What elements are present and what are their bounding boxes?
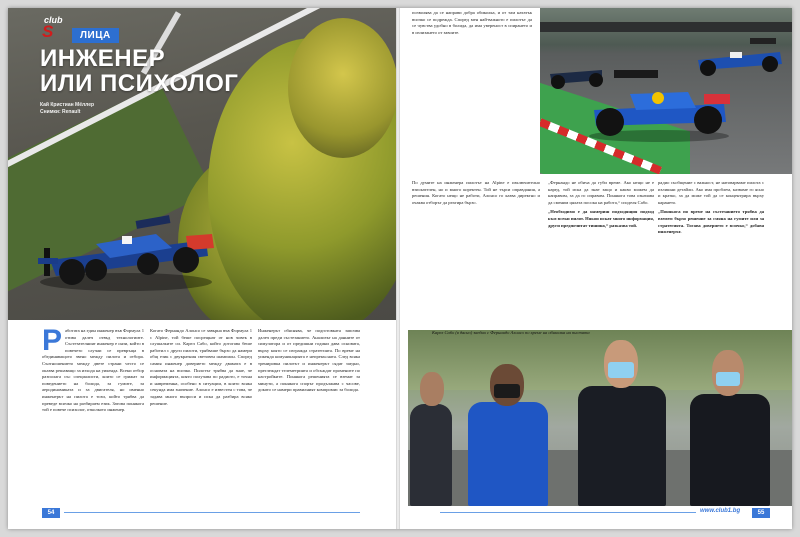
column-text: По думите на инженера пилотът на Alpine е изключително взискателен, но и много коректен. Той не търси оправдания, а решения. Когато нещо не работи, Алонсо го казва директно и очаква отборът да реагира бързо. <box>412 180 540 205</box>
column-text: Когато Фернандо Алонсо се завърна във Формула 1 с Alpine, той беше посрещнат от нов човек в слушалките си. Карел Сабо, който дотогава беше работил с други пилоти, трябваше бързо да намери общ език с двукратния световен шампион. Според самия инженер доверието между двамата е в основата на всичко. Пилотът трябва да знае, че информацията, която получава по радиото, е точна и навременна, особено в ситуации, в които всяка секунда има значение. Алонсо е известен с това, че задава много въпроси и иска да разбира всяко решение. <box>150 328 252 406</box>
footer-rule <box>64 512 360 513</box>
column-quote: „Понякога по време на състезанието трябва да вземем бързо решение за смяна на гумите или за стратегията. Тогава доверието е всичко,“ добавя инженерът. <box>658 209 764 235</box>
torso <box>410 404 452 506</box>
column-text: „Фернандо не обича да губи време. Ако нещо не е наред, той иска да знае защо и какво можем да направим, за да го оправим. Понякога това означава да сменим цялата посока на работа,“ споделя Сабо. <box>548 180 654 205</box>
person-engineer <box>574 336 670 506</box>
author: Кай Кристиан Мёллер <box>40 102 95 108</box>
title-line-1: ИНЖЕНЕР <box>40 45 166 72</box>
face-mask <box>608 362 634 378</box>
race-car-image <box>584 64 734 144</box>
logo-letter: S <box>42 22 54 41</box>
right-page <box>400 8 792 529</box>
byline <box>40 102 94 116</box>
text-column-top-left <box>412 10 532 170</box>
photo-credit: Снимки: Renault <box>40 109 81 115</box>
drop-cap: Р <box>42 328 63 357</box>
column-text: радио съобщение с важност, не натоварваме пилота с излишни детайли. Ако има проблем, казваме го ясно и кратко, за да може той да се концентрира върху карането. <box>658 180 764 205</box>
face-mask <box>716 372 740 386</box>
head <box>420 372 444 406</box>
tree-shape <box>288 18 396 158</box>
torso <box>690 394 770 506</box>
face-mask <box>494 384 520 398</box>
text-column-3 <box>258 328 360 500</box>
column-text: позволява да се направи добра обиколка, и от там нататък всичко се подрежда. Според мен най-важното е пилотът да се чувства удобно в болида, да има увереност в спирането и в излизането от завоите. <box>412 10 532 35</box>
text-column-middle-3 <box>658 180 764 328</box>
page-number-left: 54 <box>42 508 60 518</box>
hero-photo <box>8 8 396 320</box>
website-url: www.club1.bg <box>700 508 741 514</box>
torso <box>578 386 666 506</box>
person-driver <box>464 354 554 506</box>
footer-rule <box>440 512 696 513</box>
person-team-member <box>688 346 772 506</box>
left-page <box>8 8 396 529</box>
text-column-2 <box>150 328 252 500</box>
magazine-logo <box>40 16 70 42</box>
column-quote: „Необходимо е да намериш подходящия подход към всеки пилот. Някои искат много информация, други предпочитат тишина,“ разказва той. <box>548 209 654 228</box>
text-column-1 <box>42 328 144 500</box>
section-tag: ЛИЦА <box>72 28 119 43</box>
person-background <box>410 370 454 506</box>
logo-text-small: club <box>44 15 63 25</box>
article-title <box>40 46 238 96</box>
race-car-image <box>36 200 216 296</box>
column-text: аботата на един инженер във Формула 1 отива далеч отвъд технологиите. Състезателният инженер е онзи, който в повечето случаи се превръща в обединяващото звено между пилота и отбора. Съотношението между двете страни често се оказва решаващо за изхода на уикенда. Всеки отбор разполага със специалисти, които се грижат за поведението на болида, за гумите, за аеродинамиката и за двигателя, но именно инженерът на пилота е този, който трябва да преведе всичко на разбираем език. Затова понякога той е повече психолог, отколкото инженер. <box>42 328 144 413</box>
title-line-2: ИЛИ ПСИХОЛОГ <box>40 70 239 97</box>
text-column-middle-2 <box>548 180 654 328</box>
photo-caption: Карел Сабо (в дясно) заедно с Фернандо Алонсо по време на обиколка на пистата <box>432 330 590 335</box>
race-photo-top <box>540 8 792 174</box>
torso <box>468 402 548 506</box>
page-number-right: 55 <box>752 508 770 518</box>
paddock-photo <box>408 330 792 506</box>
column-text: Инженерът обяснява, че подготовката започва далеч преди състезанието. Анализът на данните от симулатора и от предишни години дава основата, върху която се изгражда стратегията. По време на уикенда комуникацията е непрекъсната. След всяка тренировка пилотът и инженерът сядат заедно, преглеждат телеметрията и обсъждат промените по настройките. Понякога решенията се вземат за минути, а понякога спорът продължава с часове, докато се намери правилният компромис за болида. <box>258 328 360 393</box>
magazine-spread <box>8 8 792 529</box>
text-column-middle-1 <box>412 180 540 328</box>
